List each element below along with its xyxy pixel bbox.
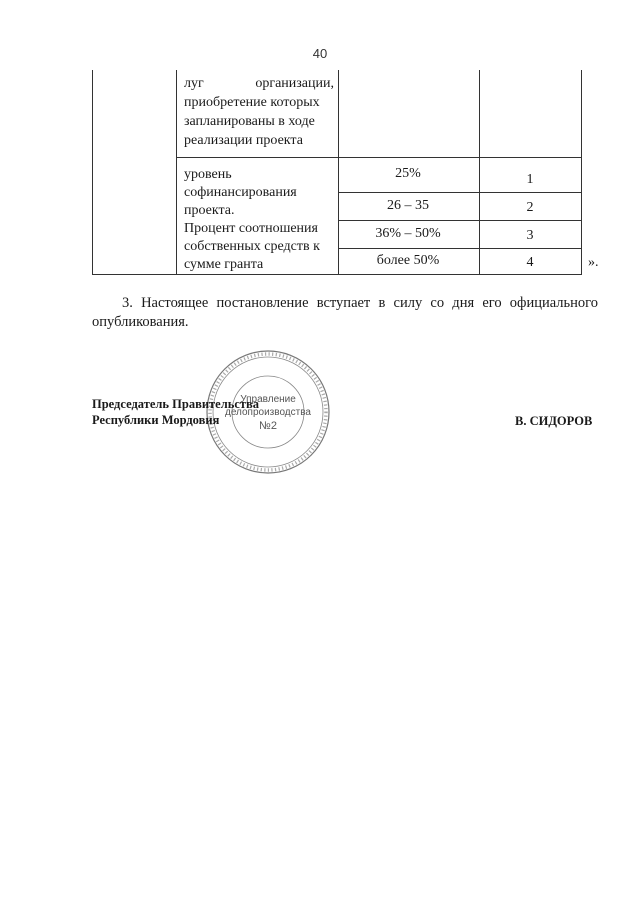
signer-name: В. СИДОРОВ xyxy=(515,414,593,428)
closing-quote: ». xyxy=(588,255,599,270)
table-cell-line: софинансирования xyxy=(184,185,297,200)
table-cell-line: приобретение которых xyxy=(184,95,320,110)
table-cell-range: 36% – 50% xyxy=(375,226,441,241)
table-border-left xyxy=(92,70,93,275)
table-cell-line: луг организации, xyxy=(184,76,334,91)
table-cell-score: 3 xyxy=(526,228,534,243)
table-cell-line: запланированы в ходе xyxy=(184,114,315,129)
table-row-divider xyxy=(338,192,582,193)
table-cell-line: реализации проекта xyxy=(184,133,303,148)
table-cell-range: 25% xyxy=(395,166,421,181)
table-border-right xyxy=(581,70,582,275)
table-row-divider xyxy=(338,220,582,221)
stamp-line: №2 xyxy=(259,420,277,432)
table-cell-criterion xyxy=(184,166,320,274)
table-cell-line: проекта. xyxy=(184,203,235,218)
stamp-line: Управление xyxy=(240,394,296,405)
table-cell-range: 26 – 35 xyxy=(387,198,429,213)
table-border-bottom xyxy=(92,274,582,275)
table-row-divider xyxy=(176,157,582,158)
page-number: 40 xyxy=(312,46,328,61)
table-cell-score: 4 xyxy=(526,255,534,270)
signer-position-line: Республики Мордовия xyxy=(92,413,220,427)
table-cell-line: сумме гранта xyxy=(184,257,264,272)
criteria-table xyxy=(92,70,582,275)
table-border-col1 xyxy=(176,70,177,275)
table-cell-top-description xyxy=(184,74,334,150)
signer-position-line: Председатель Правительства xyxy=(92,397,260,411)
table-cell-score: 1 xyxy=(526,172,534,187)
table-cell-line: уровень xyxy=(184,167,232,182)
table-cell-score: 2 xyxy=(526,200,534,215)
table-cell-range: более 50% xyxy=(376,253,440,268)
signer-position xyxy=(92,396,259,428)
paragraph-entry-into-force: 3. Настоящее постановление вступает в силу со дня его официального опубликования. xyxy=(92,295,598,330)
table-row-divider xyxy=(338,248,582,249)
table-cell-line: собственных средств к xyxy=(184,239,320,254)
stamp-line: делопроизводства xyxy=(224,407,311,418)
table-cell-line: Процент соотношения xyxy=(184,221,318,236)
